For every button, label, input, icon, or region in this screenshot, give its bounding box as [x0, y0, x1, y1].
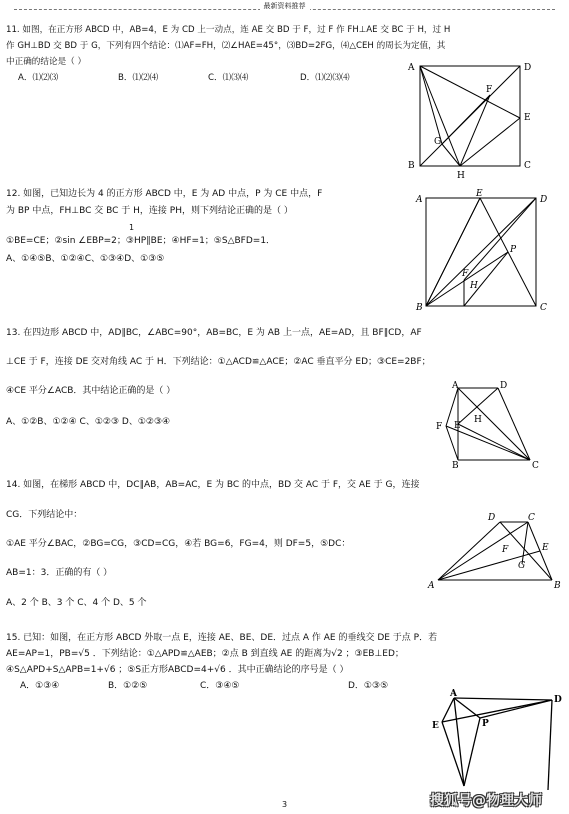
q14-line4: AB=1：3．正确的有（ ） — [6, 568, 113, 578]
q15-option-c: C．③④⑤ — [200, 681, 240, 691]
q12-label-p: P — [510, 245, 517, 255]
q14-label-a: A — [428, 581, 435, 590]
q11-option-b: B．⑴⑵⑷ — [118, 73, 159, 83]
q11-label-d: D — [524, 63, 532, 73]
q14-line2: CG．下列结论中： — [6, 510, 83, 520]
q15-label-e: E — [432, 721, 439, 731]
q13-label-c: C — [532, 461, 539, 470]
watermark: 搜狐号@物理大师 — [430, 793, 542, 809]
q13-label-a: A — [452, 381, 459, 391]
q13-figure — [432, 378, 542, 470]
q14-label-e: E — [542, 543, 549, 553]
q14-line3: ①AE 平分∠BAC，②BG=CG，③CD=CG，④若 BG=6，FG=4，则 DF=5，⑤DC： — [6, 539, 351, 549]
q11-label-h: H — [457, 171, 465, 180]
q12-line1: 12. 如图，已知边长为 4 的正方形 ABCD 中，E 为 AD 中点，P 为 CE 中点，F — [6, 189, 323, 199]
q13-label-d: D — [500, 381, 508, 391]
q15-line1: 15. 已知：如图，在正方形 ABCD 外取一点 E，连接 AE、BE、DE．过点 A 作 AE 的垂线交 DE 于点 P．若 — [6, 633, 438, 643]
q13-line3: ④CE 平分∠ACB．其中结论正确的是（ ） — [6, 386, 176, 396]
q15-label-p: P — [482, 719, 489, 729]
q15-label-a: A — [450, 689, 457, 699]
q15-figure — [424, 686, 564, 796]
q11-line3: 中正确的结论是（ ） — [6, 57, 87, 67]
q14-label-d: D — [488, 513, 496, 523]
q11-option-d: D．⑴⑵⑶⑷ — [300, 73, 350, 83]
q12-figure — [410, 188, 560, 314]
q13-label-f: F — [436, 422, 443, 432]
q14-label-c: C — [528, 513, 535, 523]
q14-label-f: F — [502, 545, 509, 555]
q11-option-c: C．⑴⑶⑷ — [208, 73, 249, 83]
q11-line1: 11. 如图，在正方形 ABCD 中，AB=4，E 为 CD 上一动点，连 AE 交 BD 于 F，过 F 作 FH⊥AE 交 BC 于 H，过 H — [6, 25, 451, 35]
q11-label-g: G — [434, 137, 442, 147]
q11-label-e: E — [524, 113, 531, 123]
q11-label-b: B — [408, 161, 415, 171]
q12-label-d: D — [540, 195, 548, 205]
q12-label-c: C — [540, 303, 547, 313]
q14-label-g: G — [518, 561, 526, 571]
q14-label-b: B — [554, 581, 561, 590]
q13-label-b: B — [452, 461, 459, 470]
q13-line1: 13. 在四边形 ABCD 中，AD∥BC，∠ABC=90°，AB=BC，E 为 AB 上一点，AE=AD，且 BF∥CD，AF — [6, 328, 422, 338]
q12-label-a: A — [416, 195, 423, 205]
q15-line2: AE=AP=1，PB=√5 ．下列结论：①△APD≌△AEB；②点 B 到直线 AE 的距离为√2 ；③EB⊥ED； — [6, 649, 404, 659]
q12-line3: ①BE=CE；②sin ∠EBP=2；③HP∥BE；④HF=1；⑤S△BFD=1． — [6, 236, 276, 246]
page-header — [0, 0, 569, 14]
q13-label-e: E — [454, 421, 461, 431]
q12-label-h: H — [470, 281, 478, 291]
q12-line2: 为 BP 中点，FH⊥BC 交 BC 于 H，连接 PH，则下列结论正确的是（ ） — [6, 206, 293, 216]
q12-line4: A、①④⑤B、①②④C、①③④D、①③⑤ — [6, 254, 165, 264]
q14-figure — [424, 508, 564, 590]
q12-label-e: E — [476, 189, 483, 199]
header-text: 最新资料推荐 — [260, 2, 310, 10]
q15-option-a: A．①③④ — [20, 681, 60, 691]
q12-label-b: B — [416, 303, 423, 313]
q11-label-c: C — [524, 161, 531, 171]
q12-label-f: F — [462, 269, 469, 279]
q13-label-h: H — [474, 415, 482, 425]
q13-line2: ⊥CE 于 F，连接 DE 交对角线 AC 于 H．下列结论：①△ACD≌△ACE；②AC 垂直平分 ED；③CE=2BF； — [6, 357, 431, 367]
q15-line3: ④S△APD+S△APB=1+√6 ；⑤S正方形ABCD=4+√6 ．其中正确结论的序号是（ ） — [6, 665, 349, 675]
q12-fraction-numerator: 1 — [129, 223, 135, 232]
q15-option-d: D．①③⑤ — [348, 681, 389, 691]
q11-label-a: A — [408, 63, 415, 73]
q13-line4: A、①②B、①②④ C、①②③ D、①②③④ — [6, 417, 171, 427]
q11-option-a: A．⑴⑵⑶ — [18, 73, 59, 83]
q11-line2: 作 GH⊥BD 交 BD 于 G，下列有四个结论：⑴AF=FH，⑵∠HAE=45°，⑶BD=2FG，⑷△CEH 的周长为定值，其 — [6, 41, 446, 51]
q11-label-f: F — [486, 85, 493, 95]
q11-figure — [400, 58, 540, 180]
q15-label-d: D — [554, 695, 562, 705]
q14-line5: A、2 个 B、3 个 C、4 个 D、5 个 — [6, 598, 147, 608]
page-number: 3 — [281, 800, 288, 809]
q15-option-b: B．①②⑤ — [108, 681, 148, 691]
q14-line1: 14. 如图，在梯形 ABCD 中，DC∥AB，AB=AC，E 为 BC 的中点，BD 交 AC 于 F，交 AE 于 G，连接 — [6, 480, 420, 490]
